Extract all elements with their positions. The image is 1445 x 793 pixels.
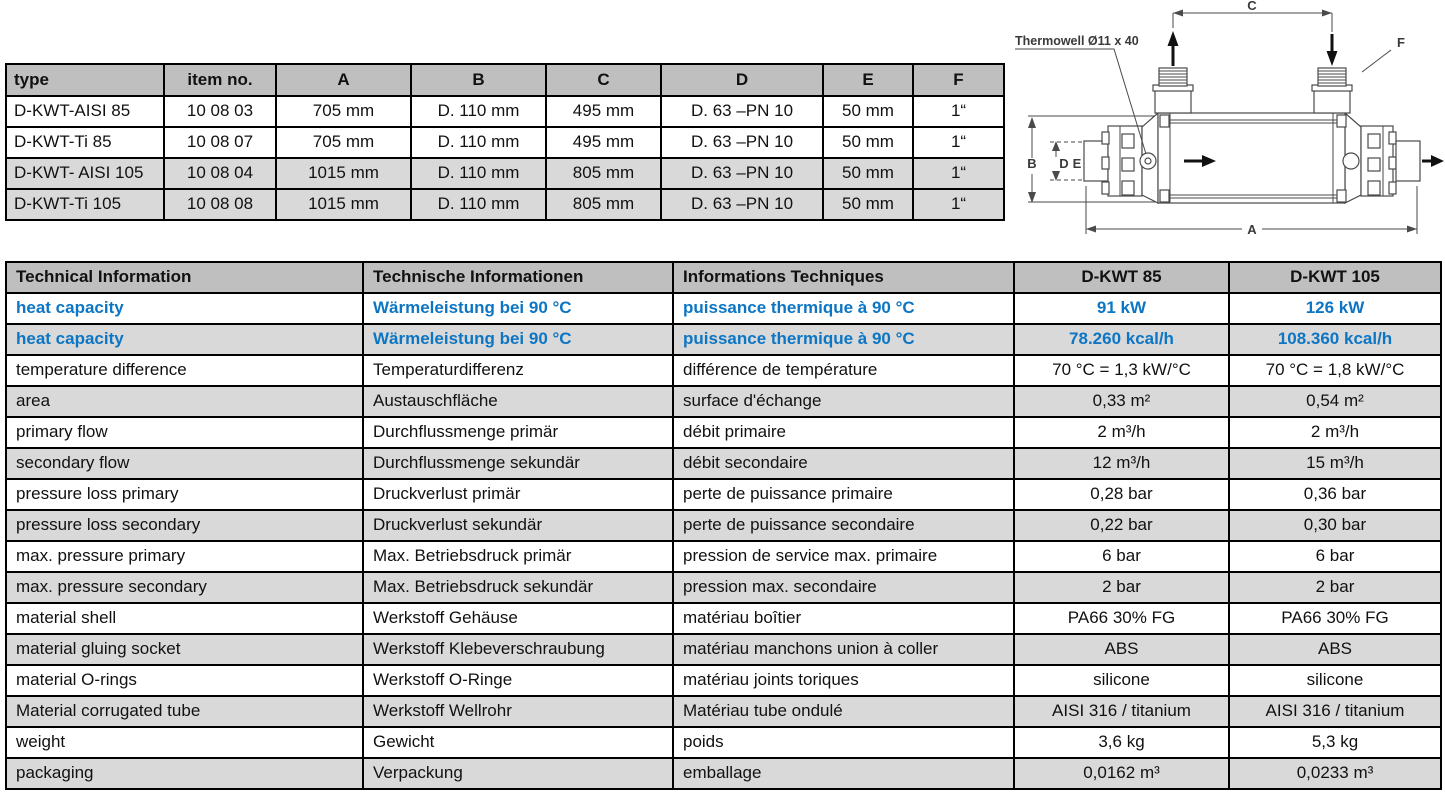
table-cell: 70 °C = 1,3 kW/°C xyxy=(1014,355,1229,386)
table-cell: 50 mm xyxy=(823,127,913,158)
column-header: A xyxy=(276,64,411,96)
table-cell: Gewicht xyxy=(363,727,673,758)
table-cell: 126 kW xyxy=(1229,293,1441,324)
table-row xyxy=(6,603,1441,634)
table-cell: silicone xyxy=(1229,665,1441,696)
table-cell: 2 m³/h xyxy=(1014,417,1229,448)
table-cell: Werkstoff Klebeverschraubung xyxy=(363,634,673,665)
flow-exit-arrow xyxy=(1431,155,1444,167)
table-cell: matériau manchons union à coller xyxy=(673,634,1014,665)
table-cell: 1“ xyxy=(913,158,1004,189)
table-row xyxy=(6,127,1004,158)
dim-d-label: D xyxy=(1059,156,1069,171)
table-cell: 1015 mm xyxy=(276,189,411,220)
table-cell: 5,3 kg xyxy=(1229,727,1441,758)
table-cell: pression max. secondaire xyxy=(673,572,1014,603)
table-cell: perte de puissance secondaire xyxy=(673,510,1014,541)
table-cell: 0,36 bar xyxy=(1229,479,1441,510)
table-row xyxy=(6,355,1441,386)
flow-up-arrow xyxy=(1168,31,1179,46)
table-cell: D. 63 –PN 10 xyxy=(661,127,823,158)
table-cell: max. pressure secondary xyxy=(6,572,363,603)
table-row xyxy=(6,293,1441,324)
table-cell: 2 bar xyxy=(1014,572,1229,603)
table-cell: Werkstoff O-Ringe xyxy=(363,665,673,696)
table-row xyxy=(6,448,1441,479)
table-cell: 50 mm xyxy=(823,189,913,220)
table-cell: 108.360 kcal/h xyxy=(1229,324,1441,355)
table-row xyxy=(6,665,1441,696)
table-cell: Matériau tube ondulé xyxy=(673,696,1014,727)
table-cell: 10 08 08 xyxy=(164,189,276,220)
exchanger-body xyxy=(1084,68,1420,203)
table-row xyxy=(6,386,1441,417)
table-cell: Temperaturdifferenz xyxy=(363,355,673,386)
table-cell: D. 110 mm xyxy=(411,189,546,220)
table-cell: différence de température xyxy=(673,355,1014,386)
table-cell: 1“ xyxy=(913,127,1004,158)
table-cell: 1“ xyxy=(913,96,1004,127)
table-cell: 2 bar xyxy=(1229,572,1441,603)
table-cell: 3,6 kg xyxy=(1014,727,1229,758)
table-cell: 50 mm xyxy=(823,96,913,127)
table-cell: D. 110 mm xyxy=(411,127,546,158)
table-cell: temperature difference xyxy=(6,355,363,386)
table-cell: D. 110 mm xyxy=(411,158,546,189)
table-cell: max. pressure primary xyxy=(6,541,363,572)
table-cell: D. 110 mm xyxy=(411,96,546,127)
table-cell: 10 08 03 xyxy=(164,96,276,127)
table-row xyxy=(6,158,1004,189)
table-row xyxy=(6,96,1004,127)
table-cell: ABS xyxy=(1014,634,1229,665)
table-cell: Druckverlust sekundär xyxy=(363,510,673,541)
table-cell: PA66 30% FG xyxy=(1014,603,1229,634)
table-cell: PA66 30% FG xyxy=(1229,603,1441,634)
dim-e-label: E xyxy=(1072,156,1082,171)
table-cell: 805 mm xyxy=(546,189,661,220)
dim-b-label: B xyxy=(1027,156,1037,171)
table-row xyxy=(6,634,1441,665)
column-header: item no. xyxy=(164,64,276,96)
table-row xyxy=(6,479,1441,510)
table-cell: 0,0162 m³ xyxy=(1014,758,1229,789)
table-cell: 0,0233 m³ xyxy=(1229,758,1441,789)
table-cell: pressure loss primary xyxy=(6,479,363,510)
table-cell: ABS xyxy=(1229,634,1441,665)
table-cell: Material corrugated tube xyxy=(6,696,363,727)
table-cell: weight xyxy=(6,727,363,758)
table-cell: poids xyxy=(673,727,1014,758)
table-cell: 91 kW xyxy=(1014,293,1229,324)
table-cell: 0,54 m² xyxy=(1229,386,1441,417)
column-header: D-KWT 105 xyxy=(1229,262,1441,293)
dim-c-label: C xyxy=(1247,0,1257,13)
dimension-c xyxy=(1173,0,1332,32)
table-cell: 6 bar xyxy=(1014,541,1229,572)
table-cell: Wärmeleistung bei 90 °C xyxy=(363,324,673,355)
table-cell: 0,22 bar xyxy=(1014,510,1229,541)
column-header: type xyxy=(6,64,164,96)
technical-information-table xyxy=(5,261,1442,790)
thermowell-label: Thermowell Ø11 x 40 xyxy=(1015,34,1139,48)
table-cell: heat capacity xyxy=(6,324,363,355)
table-cell: 0,28 bar xyxy=(1014,479,1229,510)
table-cell: puissance thermique à 90 °C xyxy=(673,293,1014,324)
column-header: D xyxy=(661,64,823,96)
heat-exchanger-diagram xyxy=(1010,0,1445,250)
table-cell: 705 mm xyxy=(276,127,411,158)
table-cell: 495 mm xyxy=(546,127,661,158)
dimensions-table-header-row xyxy=(6,64,1004,96)
column-header: Technical Information xyxy=(6,262,363,293)
table-cell: D-KWT-AISI 85 xyxy=(6,96,164,127)
table-cell: 10 08 04 xyxy=(164,158,276,189)
callout-f xyxy=(1362,35,1405,72)
technical-table-header-row xyxy=(6,262,1441,293)
table-cell: Durchflussmenge sekundär xyxy=(363,448,673,479)
table-cell: Verpackung xyxy=(363,758,673,789)
column-header: C xyxy=(546,64,661,96)
table-cell: emballage xyxy=(673,758,1014,789)
flow-down-arrow xyxy=(1327,51,1338,66)
column-header: D-KWT 85 xyxy=(1014,262,1229,293)
table-cell: 705 mm xyxy=(276,96,411,127)
table-cell: heat capacity xyxy=(6,293,363,324)
table-cell: 1“ xyxy=(913,189,1004,220)
table-cell: 1015 mm xyxy=(276,158,411,189)
table-cell: 495 mm xyxy=(546,96,661,127)
table-cell: D-KWT- AISI 105 xyxy=(6,158,164,189)
table-cell: AISI 316 / titanium xyxy=(1229,696,1441,727)
column-header: Informations Techniques xyxy=(673,262,1014,293)
table-cell: Werkstoff Gehäuse xyxy=(363,603,673,634)
table-cell: 0,30 bar xyxy=(1229,510,1441,541)
table-row xyxy=(6,541,1441,572)
table-cell: matériau joints toriques xyxy=(673,665,1014,696)
table-row xyxy=(6,189,1004,220)
dimensions-table xyxy=(5,63,1005,221)
table-cell: surface d'échange xyxy=(673,386,1014,417)
table-cell: secondary flow xyxy=(6,448,363,479)
table-cell: D. 63 –PN 10 xyxy=(661,158,823,189)
table-cell: AISI 316 / titanium xyxy=(1014,696,1229,727)
table-cell: D-KWT-Ti 85 xyxy=(6,127,164,158)
table-cell: material shell xyxy=(6,603,363,634)
dim-f-label: F xyxy=(1397,35,1405,50)
table-cell: 805 mm xyxy=(546,158,661,189)
table-cell: Max. Betriebsdruck primär xyxy=(363,541,673,572)
table-cell: material gluing socket xyxy=(6,634,363,665)
column-header: B xyxy=(411,64,546,96)
table-cell: pressure loss secondary xyxy=(6,510,363,541)
table-cell: 50 mm xyxy=(823,158,913,189)
table-cell: Austauschfläche xyxy=(363,386,673,417)
table-cell: D-KWT-Ti 105 xyxy=(6,189,164,220)
dim-a-label: A xyxy=(1247,222,1257,237)
table-cell: Druckverlust primär xyxy=(363,479,673,510)
table-cell: D. 63 –PN 10 xyxy=(661,189,823,220)
table-cell: débit primaire xyxy=(673,417,1014,448)
table-cell: perte de puissance primaire xyxy=(673,479,1014,510)
table-cell: débit secondaire xyxy=(673,448,1014,479)
table-cell: packaging xyxy=(6,758,363,789)
table-cell: area xyxy=(6,386,363,417)
dimension-d-e xyxy=(1050,141,1084,181)
column-header: Technische Informationen xyxy=(363,262,673,293)
table-cell: Wärmeleistung bei 90 °C xyxy=(363,293,673,324)
table-cell: pression de service max. primaire xyxy=(673,541,1014,572)
table-cell: 10 08 07 xyxy=(164,127,276,158)
column-header: E xyxy=(823,64,913,96)
table-cell: 6 bar xyxy=(1229,541,1441,572)
table-cell: Werkstoff Wellrohr xyxy=(363,696,673,727)
table-cell: Max. Betriebsdruck sekundär xyxy=(363,572,673,603)
table-cell: silicone xyxy=(1014,665,1229,696)
table-row xyxy=(6,417,1441,448)
table-cell: Durchflussmenge primär xyxy=(363,417,673,448)
column-header: F xyxy=(913,64,1004,96)
table-row xyxy=(6,696,1441,727)
table-cell: 78.260 kcal/h xyxy=(1014,324,1229,355)
table-row xyxy=(6,727,1441,758)
table-cell: puissance thermique à 90 °C xyxy=(673,324,1014,355)
table-cell: D. 63 –PN 10 xyxy=(661,96,823,127)
table-row xyxy=(6,758,1441,789)
table-cell: 15 m³/h xyxy=(1229,448,1441,479)
table-cell: primary flow xyxy=(6,417,363,448)
table-cell: 12 m³/h xyxy=(1014,448,1229,479)
table-row xyxy=(6,510,1441,541)
table-cell: 0,33 m² xyxy=(1014,386,1229,417)
table-row xyxy=(6,572,1441,603)
table-cell: 2 m³/h xyxy=(1229,417,1441,448)
table-cell: matériau boîtier xyxy=(673,603,1014,634)
table-cell: material O-rings xyxy=(6,665,363,696)
table-cell: 70 °C = 1,8 kW/°C xyxy=(1229,355,1441,386)
table-row xyxy=(6,324,1441,355)
